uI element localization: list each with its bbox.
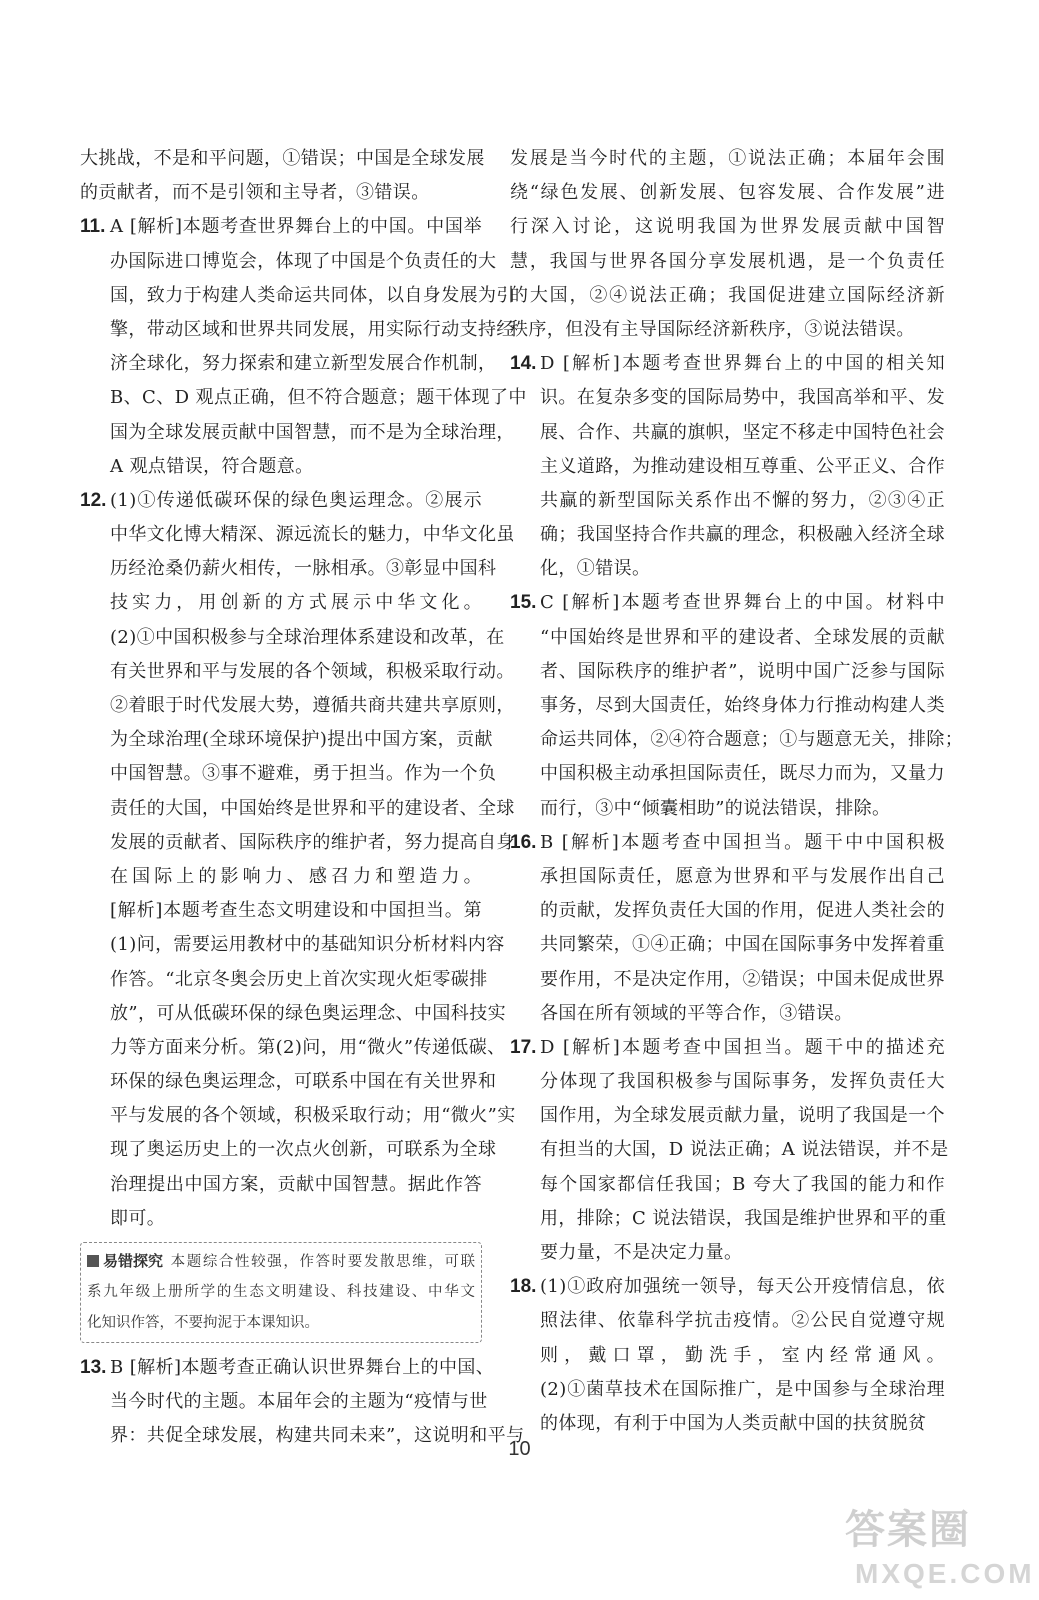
text-line: 行深入讨论，这说明我国为世界发展贡献中国智 [510,216,945,238]
tip-line [87,1246,475,1277]
tip-box [80,1242,482,1343]
text-line: 慧，我国与世界各国分享发展机遇，是一个负责任 [510,250,945,272]
question-number: 14. [510,353,537,375]
text-line: 绕“绿色发展、创新发展、包容发展、合作发展”进 [510,182,945,204]
text-line: 有关世界和平与发展的各个领域，积极采取行动。 [110,660,515,682]
text-line: 责任的大国，中国始终是世界和平的建设者、全球 [110,797,515,819]
text-line: 用，排除；C 说法错误，我国是维护世界和平的重 [540,1207,947,1229]
right-column [510,142,964,1441]
tip-text: 本题综合性较强，作答时要发散思维，可联 [169,1254,475,1270]
line-text: (1)①政府加强统一领导，每天公开疫情信息，依 [540,1276,945,1298]
text-line: 展、合作、共赢的旗帜，坚定不移走中国特色社会 [540,421,945,443]
tip-line: 化知识作答，不要拘泥于本课知识。 [87,1315,319,1331]
text-line: 国，致力于构建人类命运共同体，以自身发展为引 [110,284,515,306]
text-line: 环保的绿色奥运理念，可联系中国在有关世界和 [110,1071,497,1093]
line-text: B [解析]本题考查中国担当。题干中中国积极 [540,831,945,853]
text-line: 每个国家都信任我国；B 夸大了我国的能力和作 [540,1173,945,1195]
line-text: A [解析]本题考查世界舞台上的中国。中国举 [110,216,482,238]
text-line: 分体现了我国积极参与国际事务，发挥负责任大 [540,1071,945,1093]
text-line: 有担当的大国，D 说法正确；A 说法错误，并不是 [540,1139,949,1161]
text-line [510,826,945,860]
answer-item [510,586,964,825]
text-line: B、C、D 观点正确，但不符合题意；题干体现了中 [110,387,527,409]
answer-item [80,484,516,1236]
text-line: [解析]本题考查生态文明建设和中国担当。第 [110,900,482,922]
line-text: B [解析]本题考查正确认识世界舞台上的中国、 [110,1357,495,1378]
text-line: 历经沧桑仍薪火相传，一脉相承。③彰显中国科 [110,558,497,580]
answer-item [510,826,945,1031]
text-line: 力等方面来分析。第(2)问，用“微火”传递低碳、 [110,1036,506,1058]
text-line: 中国智慧。③事不避难，勇于担当。作为一个负 [110,763,497,785]
text-line: 济全球化，努力探索和建立新型发展合作机制， [110,353,497,375]
text-line: 者、国际秩序的维护者”，说明中国广泛参与国际 [540,660,945,682]
text-line: 确；我国坚持合作共赢的理念，积极融入经济全球 [540,524,945,546]
text-line: 大挑战，不是和平问题，①错误；中国是全球发展 [80,148,485,169]
text-line [510,586,945,620]
text-line: ②着眼于时代发展大势，遵循共商共建共享原则， [110,695,515,716]
text-line: 擎，带动区域和世界共同发展，用实际行动支持经 [110,318,515,340]
text-line: A 观点错误，符合题意。 [110,455,314,477]
text-line: 而行，③中“倾囊相助”的说法错误，排除。 [540,797,891,819]
text-line: 国作用，为全球发展贡献力量，说明了我国是一个 [540,1105,945,1127]
tip-heading: 易错探究 [103,1253,164,1270]
text-line: 即可。 [110,1207,166,1229]
text-line [510,1031,945,1065]
text-line: 各国在所有领域的平等合作，③错误。 [540,1002,853,1024]
text-line: 发展是当今时代的主题，①说法正确；本届年会围 [510,148,945,169]
answer-item [510,1270,945,1441]
tip-line: 系九年级上册所学的生态文明建设、科技建设、中华文 [87,1284,475,1300]
text-line: 发展的贡献者、国际秩序的维护者，努力提高自身 [110,831,515,853]
text-line [510,1270,945,1304]
watermark-logo [835,1498,1035,1598]
text-line: (2)①中国积极参与全球治理体系建设和改革，在 [110,626,505,648]
line-text: D [解析]本题考查中国担当。题干中的描述充 [540,1036,945,1058]
text-line: 照法律、依靠科学抗击疫情。②公民自觉遵守规 [540,1310,945,1332]
question-number: 15. [510,592,537,614]
watermark-top-text: 答案圈 [845,1507,971,1553]
text-line: 当今时代的主题。本届年会的主题为“疫情与世 [110,1391,488,1413]
text-line: 放”，可从低碳环保的绿色奥运理念、中国科技实 [110,1002,506,1024]
line-text: (1)①传递低碳环保的绿色奥运理念。②展示 [110,489,482,511]
continued-text [80,142,485,210]
text-line: 界：共促全球发展，构建共同未来”，这说明和平与 [110,1425,525,1447]
continued-text [510,142,945,347]
text-line: 命运共同体，②④符合题意；①与题意无关，排除； [540,729,964,751]
text-line: 共赢的新型国际关系作出不懈的努力，②③④正 [540,489,945,511]
text-line: 的大国，②④说法正确；我国促进建立国际经济新 [510,284,945,306]
line-text: C [解析]本题考查世界舞台上的中国。材料中 [540,592,945,614]
text-line: 治理提出中国方案，贡献中国智慧。据此作答 [110,1173,482,1195]
text-line: (2)①菌草技术在国际推广，是中国参与全球治理 [540,1378,945,1400]
text-line: 中国积极主动承担国际责任，既尽力而为，又量力 [540,763,945,785]
text-line: 平与发展的各个领域，积极采取行动；用“微火”实 [110,1105,516,1127]
text-line [80,484,482,518]
text-line: 共同繁荣，①④正确；中国在国际事务中发挥着重 [540,934,945,956]
question-number: 13. [80,1357,107,1378]
question-number: 17. [510,1036,537,1058]
text-line: 的贡献者，而不是引领和主导者，③错误。 [80,182,430,204]
text-line: “中国始终是世界和平的建设者、全球发展的贡献 [540,626,945,648]
text-line: 中华文化博大精深、源远流长的魅力，中华文化虽 [110,524,515,546]
text-line [80,1351,495,1385]
text-line: 要力量，不是决定力量。 [540,1242,743,1263]
question-number: 16. [510,831,537,853]
answer-item [510,1031,949,1270]
watermark-bottom-text: MXQE.COM [855,1558,1035,1589]
text-line: 为全球治理(全球环境保护)提出中国方案，贡献 [110,729,493,751]
text-line: 的体现，有利于中国为人类贡献中国的扶贫脱贫 [540,1412,927,1434]
text-line: 作答。“北京冬奥会历史上首次实现火炬零碳排 [110,968,488,990]
text-line: 秩序，但没有主导国际经济新秩序，③说法错误。 [510,318,915,340]
page-number: 10 [508,1438,531,1460]
question-number: 12. [80,489,107,511]
question-number: 11. [80,216,106,238]
text-line: 办国际进口博览会，体现了中国是个负责任的大 [110,250,497,272]
answer-item [510,347,945,586]
text-line: 则，戴口罩，勤洗手，室内经常通风。 [540,1344,945,1366]
text-line [510,347,945,381]
text-line: 在国际上的影响力、感召力和塑造力。 [110,865,482,887]
text-line: 国为全球发展贡献中国智慧，而不是为全球治理， [110,421,515,443]
text-line: 主义道路，为推动建设相互尊重、公平正义、合作 [540,455,945,477]
text-line: 的贡献，发挥负责任大国的作用，促进人类社会的 [540,900,945,922]
text-line: (1)问，需要运用教材中的基础知识分析材料内容 [110,934,505,956]
question-number: 18. [510,1276,537,1298]
tip-square-icon [87,1255,99,1267]
text-line: 要作用，不是决定作用，②错误；中国未促成世界 [540,968,945,990]
text-line: 现了奥运历史上的一次点火创新，可联系为全球 [110,1139,497,1161]
text-line: 事务，尽到大国责任，始终身体力行推动构建人类 [540,695,945,716]
text-line: 识。在复杂多变的国际局势中，我国高举和平、发 [540,387,945,409]
text-line: 技实力，用创新的方式展示中华文化。 [110,592,482,614]
line-text: D [解析]本题考查世界舞台上的中国的相关知 [540,353,945,375]
text-line: 承担国际责任，愿意为世界和平与发展作出自己 [540,865,945,887]
text-line [80,210,482,244]
text-line: 化，①错误。 [540,558,651,580]
